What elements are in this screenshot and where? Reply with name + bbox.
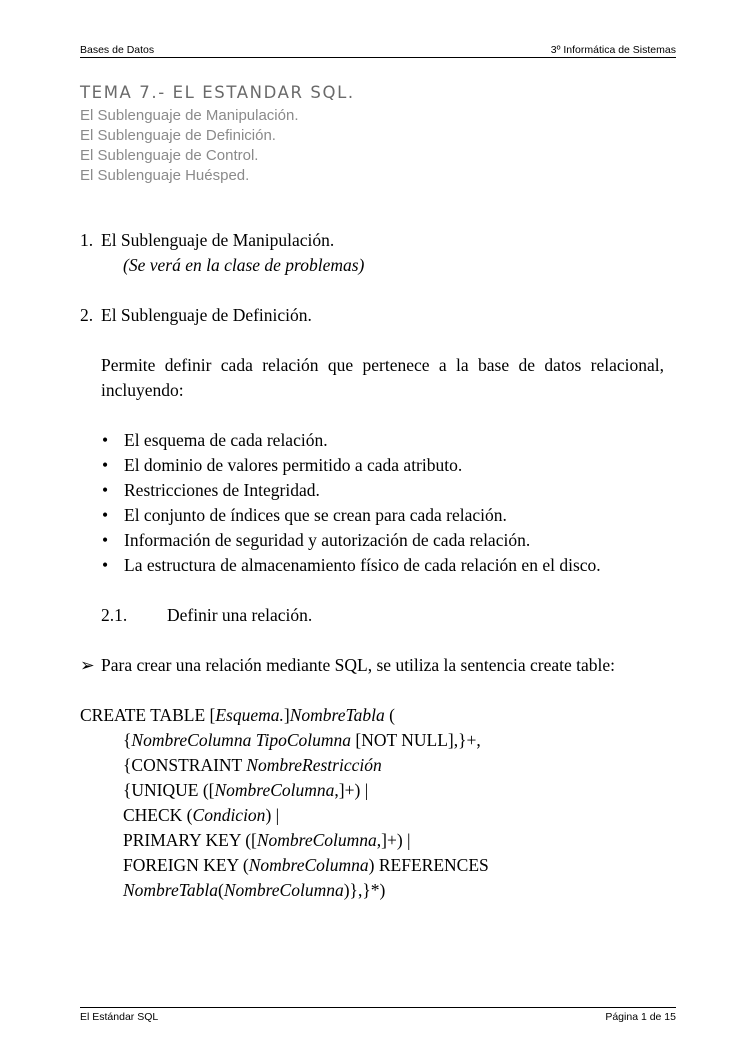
bullet-icon: • [102,455,109,475]
list-item: • El dominio de valores permitido a cada atributo. [101,453,664,478]
section-1-title: El Sublenguaje de Manipulación. [101,230,335,250]
footer-page-number: Página 1 de 15 [605,1011,676,1023]
list-item: • El conjunto de índices que se crean para cada relación. [101,503,664,528]
subtitle-definition: El Sublenguaje de Definición. [80,127,276,144]
page-header [80,44,676,58]
section-1-number: 1. [80,230,94,250]
title-block [80,82,355,186]
section-2-heading [80,303,664,328]
syntax-line-6: PRIMARY KEY ([NombreColumna,]+) | [123,830,411,850]
section-1-heading [80,228,664,253]
bullet-icon: • [102,530,109,550]
subtitle-control: El Sublenguaje de Control. [80,147,259,164]
syntax-line-1: CREATE TABLE [Esquema.]NombreTabla ( [80,705,395,725]
section-2-number: 2. [80,305,94,325]
page-footer [80,1007,676,1023]
footer-document-title: El Estándar SQL [80,1011,159,1023]
list-item: • Restricciones de Integridad. [101,478,664,503]
bullet-list [80,428,664,578]
section-2-title: El Sublenguaje de Definición. [101,305,312,325]
bullet-icon: • [102,505,109,525]
syntax-line-7: FOREIGN KEY (NombreColumna) REFERENCES [123,855,489,875]
subsection-heading [80,603,664,628]
document-body [80,228,664,903]
arrow-list-item [80,653,664,678]
create-table-syntax [80,703,664,903]
section-1-note: (Se verá en la clase de problemas) [123,255,365,275]
syntax-line-4: {UNIQUE ([NombreColumna,]+) | [123,780,369,800]
syntax-line-2: {NombreColumna TipoColumna [NOT NULL],}+, [123,730,481,750]
subsection-title: Definir una relación. [167,605,313,625]
subtitle-host: El Sublenguaje Huésped. [80,167,250,184]
arrow-item-text: Para crear una relación mediante SQL, se utiliza la sentencia create table: [101,655,616,675]
list-item: • El esquema de cada relación. [101,428,664,453]
arrow-bullet-icon: ➢ [80,655,95,675]
bullet-icon: • [102,480,109,500]
header-course: Bases de Datos [80,44,155,56]
list-item: • Información de seguridad y autorización de cada relación. [101,528,664,553]
syntax-line-3: {CONSTRAINT NombreRestricción [123,755,382,775]
page-title: TEMA 7.- EL ESTANDAR SQL. [80,83,355,102]
header-degree: 3º Informática de Sistemas [550,44,676,56]
subtitle-manipulation: El Sublenguaje de Manipulación. [80,107,299,124]
syntax-line-8: NombreTabla(NombreColumna)},}*) [123,880,386,900]
syntax-line-5: CHECK (Condicion) | [123,805,280,825]
section-2-intro: Permite definir cada relación que pertenece a la base de datos relacional, incluyendo: [101,355,664,400]
bullet-icon: • [102,430,109,450]
subsection-number: 2.1. [101,605,128,625]
list-item: • La estructura de almacenamiento físico de cada relación en el disco. [101,553,664,578]
bullet-icon: • [102,555,109,575]
